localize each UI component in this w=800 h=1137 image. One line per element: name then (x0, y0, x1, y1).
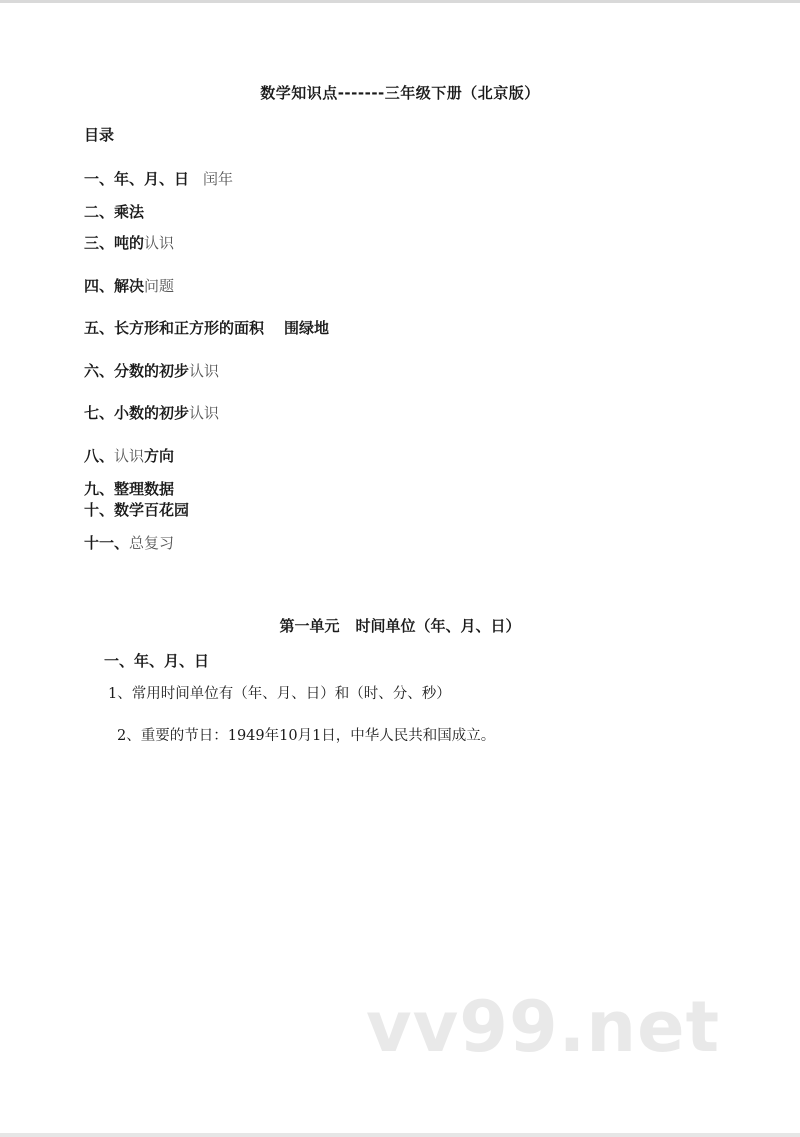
toc-item-extra: 围绿地 (284, 319, 330, 337)
toc-item (84, 317, 329, 338)
toc-item-extra: 认识 (144, 234, 175, 252)
bottom-divider (0, 1133, 800, 1137)
toc-item-extra: 认识 (189, 362, 220, 380)
toc-item (84, 168, 233, 189)
toc-item-tail: 方向 (144, 447, 175, 465)
toc-item (84, 445, 174, 466)
toc-item (84, 532, 174, 553)
toc-item-extra: 认识 (189, 404, 220, 422)
toc-item-label: 六、分数的初步 (84, 362, 190, 380)
toc-item-extra: 闰年 (203, 170, 234, 188)
toc-item (84, 360, 219, 381)
toc-item-label: 一、年、月、日 (84, 170, 190, 188)
toc-item (84, 478, 174, 499)
paragraph: 1、常用时间单位有（年、月、日）和（时、分、秒） (108, 686, 451, 702)
toc-item-label: 七、小数的初步 (84, 404, 190, 422)
toc-item-label: 五、长方形和正方形的面积 (84, 319, 265, 337)
unit-name: 时间单位（年、月、日） (355, 617, 521, 635)
page-title: 数学知识点-------三年级下册（北京版） (260, 84, 540, 102)
toc-item-label: 四、解决 (84, 277, 145, 295)
toc-item-extra: 问题 (144, 277, 175, 295)
toc-item-label: 十一、 (84, 534, 130, 552)
toc-item-label: 九、整理数据 (84, 480, 175, 498)
toc-item-label: 十、数学百花园 (84, 501, 190, 519)
toc-item-extra: 总复习 (129, 534, 175, 552)
watermark: vv99.net (366, 986, 721, 1068)
unit-heading (0, 615, 800, 636)
toc-item (84, 232, 174, 253)
toc-heading: 目录 (84, 126, 115, 144)
toc-item-label: 三、吨的 (84, 234, 145, 252)
top-divider (0, 0, 800, 3)
toc-item (84, 201, 144, 222)
paragraph: 2、重要的节日：1949年10月1日，中华人民共和国成立。 (117, 728, 496, 744)
section-heading: 一、年、月、日 (104, 652, 210, 670)
toc-item (84, 275, 174, 296)
toc-item-label: 二、乘法 (84, 203, 145, 221)
toc-item-extra: 认识 (114, 447, 145, 465)
toc-item-label: 八、 (84, 447, 115, 465)
unit-label: 第一单元 (279, 617, 340, 635)
toc-item (84, 402, 219, 423)
toc-item (84, 499, 189, 520)
